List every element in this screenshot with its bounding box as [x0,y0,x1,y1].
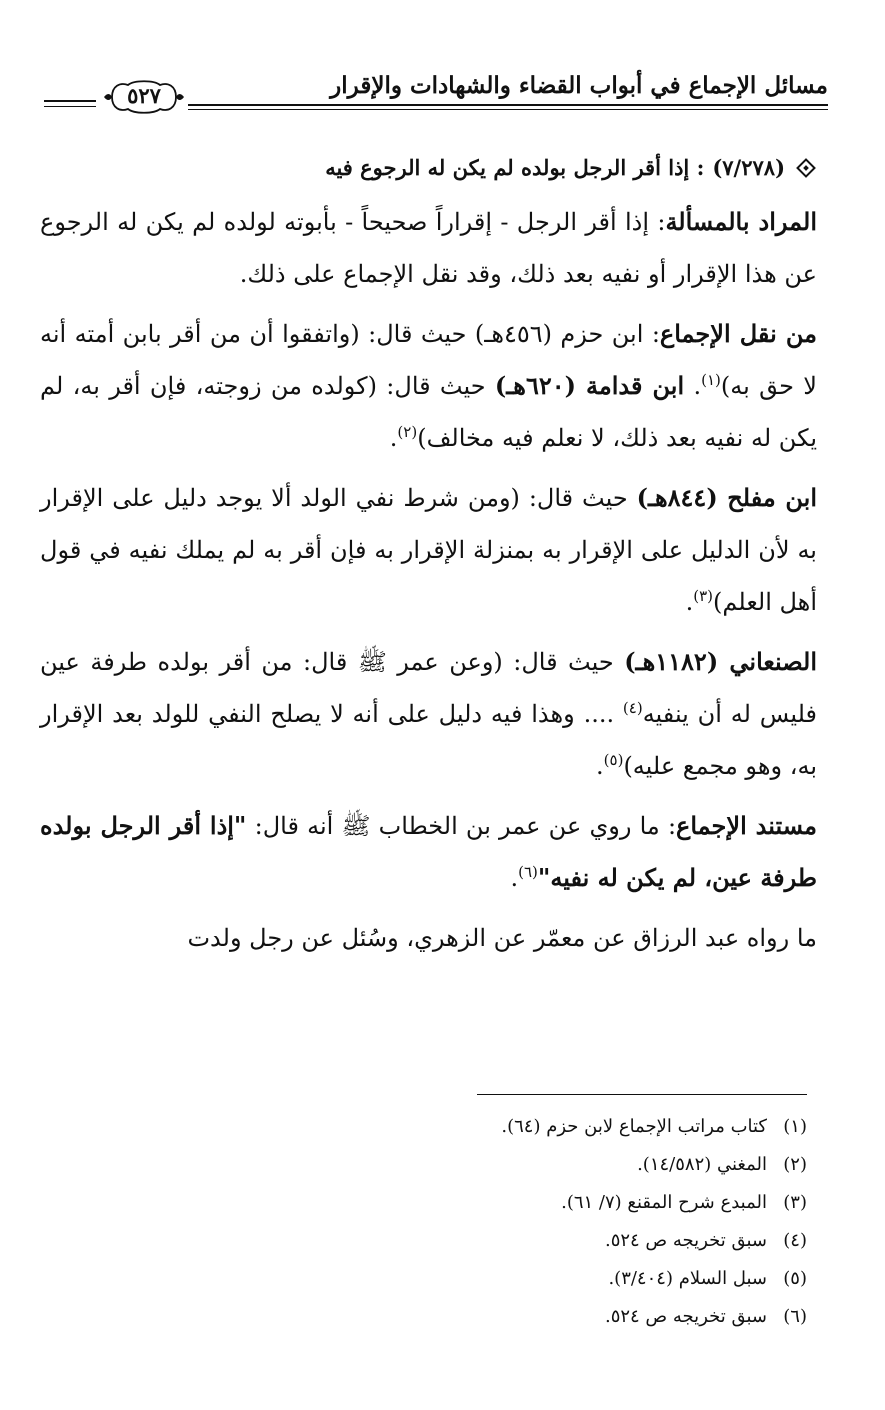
footnote [307,1298,807,1336]
footnote-ref[interactable]: (٤) [622,699,643,717]
footnote-text: كتاب مراتب الإجماع لابن حزم (٦٤). [501,1116,767,1137]
page-number-badge [102,78,186,116]
paragraph-text: حيث قال: (ومن شرط نفي الولد ألا يوجد دليل على الإقرار به لأن الدليل على الإقرار به بمنزلة الإقرار به فإن أقر به لم يملك نفيه في قول أهل العلم) [40,484,817,616]
header-rule-thin [188,109,828,110]
footnote-number: (٦) [783,1306,807,1327]
paragraph-sanani [40,636,817,792]
footnote [307,1222,807,1260]
footnote-text: المبدع شرح المقنع (٧/ ٦١). [561,1192,767,1213]
issue-number: (٧/٢٧٨) [712,155,785,180]
footnote-number: (١) [783,1116,807,1137]
paragraph-lead: الصنعاني (١١٨٢هـ) [624,647,817,676]
footnote-ref[interactable]: (١) [701,371,721,389]
paragraph-text: : ابن حزم (٤٥٦هـ) حيث قال: (واتفقوا أن من أقر بابن أمته أنه لا حق به) [40,320,817,400]
paragraph-text: . [389,424,398,452]
paragraph-text: ما رواه عبد الرزاق عن معمّر عن الزهري، وسُئل عن رجل ولدت [187,924,817,952]
footnote-text: المغني (١٤/٥٨٢). [637,1154,767,1175]
footnote [307,1146,807,1184]
page-number: ٥٢٧ [127,83,161,108]
paragraph-text: : إذا أقر الرجل - إقراراً صحيحاً - بأبوته لولده لم يكن له الرجوع عن هذا الإقرار أو نفيه بعد ذلك، وقد نقل الإجماع على ذلك. [40,208,817,288]
paragraph-lead: ابن مفلح (٨٤٤هـ) [636,483,817,512]
paragraph-continuation [40,912,817,964]
paragraph-text: حيث قال: (وعن عمر ﷺ قال: من أقر بولده طرفة عين فليس له أن ينفيه [40,648,818,728]
footnote-separator [477,1094,807,1095]
paragraph-text: .... وهذا فيه دليل على أنه لا يصلح النفي للولد بعد الإقرار به، وهو مجمع عليه) [40,700,817,780]
footnote-ref[interactable]: (٥) [603,751,624,769]
running-title: مسائل الإجماع في أبواب القضاء والشهادات والإقرار [330,72,828,99]
paragraph-text: . [684,372,702,400]
issue-heading [40,150,817,186]
paragraph-ibn-muflih [40,472,817,628]
paragraph-text: . [685,588,694,616]
paragraph-lead: من نقل الإجماع [659,319,818,348]
paragraph-text: . [596,752,604,780]
header-rule [188,104,828,106]
footnote-text: سبل السلام (٣/٤٠٤). [608,1268,767,1289]
footnote [307,1260,807,1298]
footnote [307,1108,807,1146]
paragraph-evidence [40,800,817,904]
paragraph-text: . [510,864,519,892]
paragraph-text: : ما روي عن عمر بن الخطاب ﷺ أنه قال: [246,812,677,840]
header-rule-left [44,100,96,102]
issue-title: : إذا أقر الرجل بولده لم يكن له الرجوع فيه [325,155,705,180]
footnotes [307,1108,807,1336]
footnote-number: (٥) [783,1268,807,1289]
hadith-quote: "إذا أقر الرجل بولده طرفة عين، لم يكن له نفيه" [40,811,817,892]
footnote-number: (٢) [783,1154,807,1175]
footnote-text: سبق تخريجه ص ٥٢٤. [604,1230,767,1251]
page-header [38,62,828,128]
footnote-ref[interactable]: (٦) [518,863,538,881]
paragraph-meaning [40,196,817,300]
footnote-number: (٤) [783,1230,807,1251]
paragraph-transmitters [40,308,817,464]
footnote-text: سبق تخريجه ص ٥٢٤. [604,1306,767,1327]
paragraph-text: حيث قال: (كولده من زوجته، فإن أقر به، لم يكن له نفيه بعد ذلك، لا نعلم فيه مخالف) [40,372,817,452]
footnote-number: (٣) [783,1192,807,1213]
paragraph-lead: مستند الإجماع [676,811,817,840]
scholar-name: ابن قدامة (٦٢٠هـ) [494,371,685,400]
diamond-bullet-icon [796,158,816,178]
footnote [307,1184,807,1222]
paragraph-lead: المراد بالمسألة [665,207,818,236]
footnote-ref[interactable]: (٢) [397,423,418,441]
main-text [40,150,817,972]
footnote-ref[interactable]: (٣) [693,587,714,605]
header-rule-left-thin [44,106,96,107]
